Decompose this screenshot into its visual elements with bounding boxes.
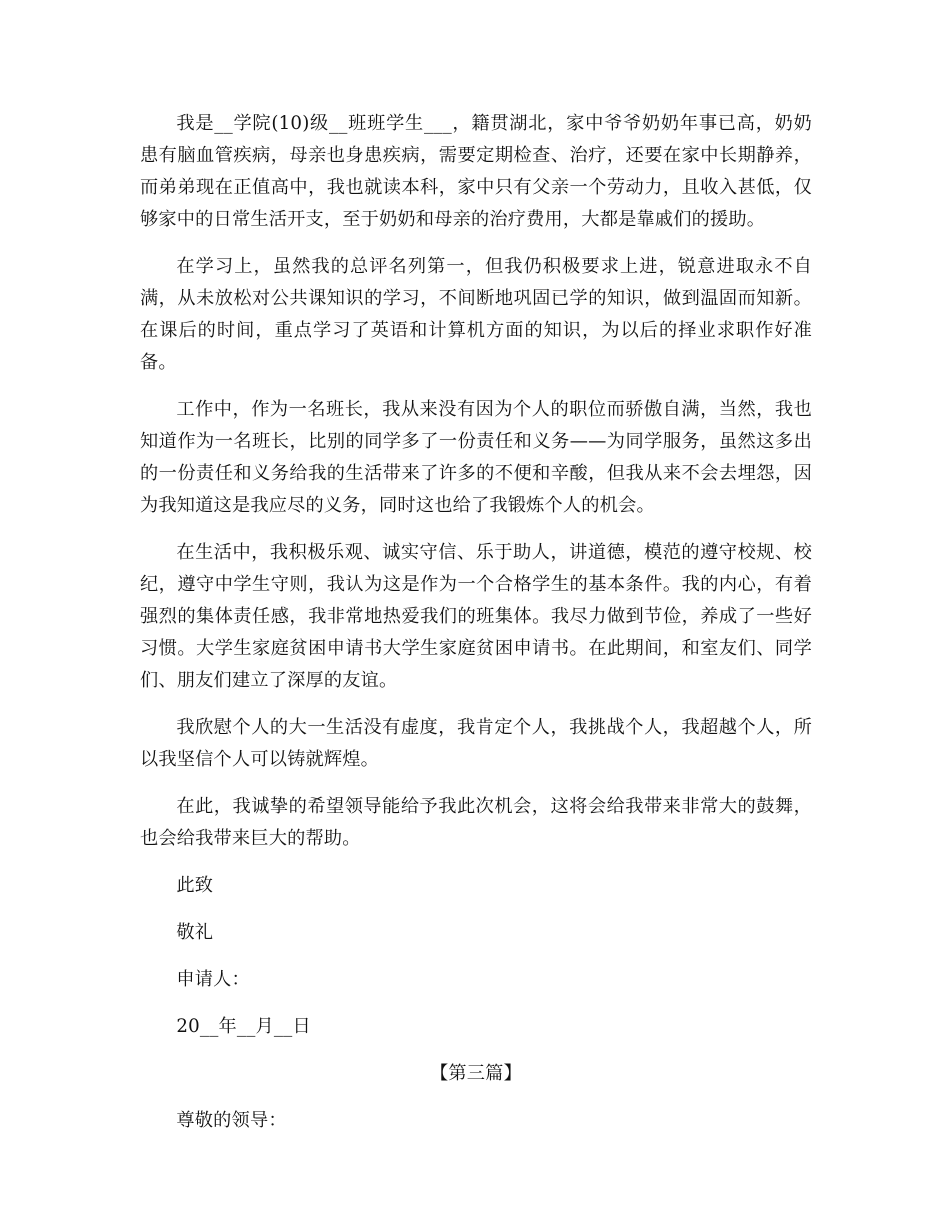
next-greeting: 尊敬的领导：	[176, 1110, 287, 1131]
paragraph-study: 在学习上，虽然我的总评名列第一，但我仍积极要求上进，锐意进取永不自满，从未放松对公共课知识的学习，不间断地巩固已学的知识，做到温固而知新。在课后的时间，重点学习了英语和计算机方面的知识，为以后的择业求职作好准备。	[140, 256, 812, 373]
closing-salutation: 此致	[176, 875, 214, 896]
paragraph-family-background: 我是__学院(10)级__班班学生___，籍贯湖北，家中爷爷奶奶年事已高，奶奶患有脑血管疾病，母亲也身患疾病，需要定期检查、治疗，还要在家中长期静养，而弟弟现在正值高中，我也就读本科，家中只有父亲一个劳动力，且收入甚低，仅够家中的日常生活开支，至于奶奶和母亲的治疗费用，大都是靠戚们的援助。	[140, 113, 812, 230]
letter-body	[140, 108, 812, 1152]
section-title: 【第三篇】	[430, 1063, 522, 1084]
closing-regards: 敬礼	[176, 922, 214, 943]
paragraph-reflection: 我欣慰个人的大一生活没有虚度，我肯定个人，我挑战个人，我超越个人，所以我坚信个人可以铸就辉煌。	[140, 717, 812, 770]
date-line: 20__年__月__日	[176, 1016, 311, 1037]
paragraph-work: 工作中，作为一名班长，我从来没有因为个人的职位而骄傲自满，当然，我也知道作为一名班长，比别的同学多了一份责任和义务——为同学服务，虽然这多出的一份责任和义务给我的生活带来了许多的不便和辛酸，但我从来不会去埋怨，因为我知道这是我应尽的义务，同时这也给了我锻炼个人的机会。	[140, 399, 812, 516]
applicant-label: 申请人：	[176, 969, 250, 990]
paragraph-life: 在生活中，我积极乐观、诚实守信、乐于助人，讲道德，模范的遵守校规、校纪，遵守中学生守则，我认为这是作为一个合格学生的基本条件。我的内心，有着强烈的集体责任感，我非常地热爱我们的班集体。我尽力做到节俭，养成了一些好习惯。大学生家庭贫困申请书大学生家庭贫困申请书。在此期间，和室友们、同学们、朋友们建立了深厚的友谊。	[140, 542, 812, 691]
paragraph-request: 在此，我诚挚的希望领导能给予我此次机会，这将会给我带来非常大的鼓舞，也会给我带来巨大的帮助。	[140, 796, 812, 849]
